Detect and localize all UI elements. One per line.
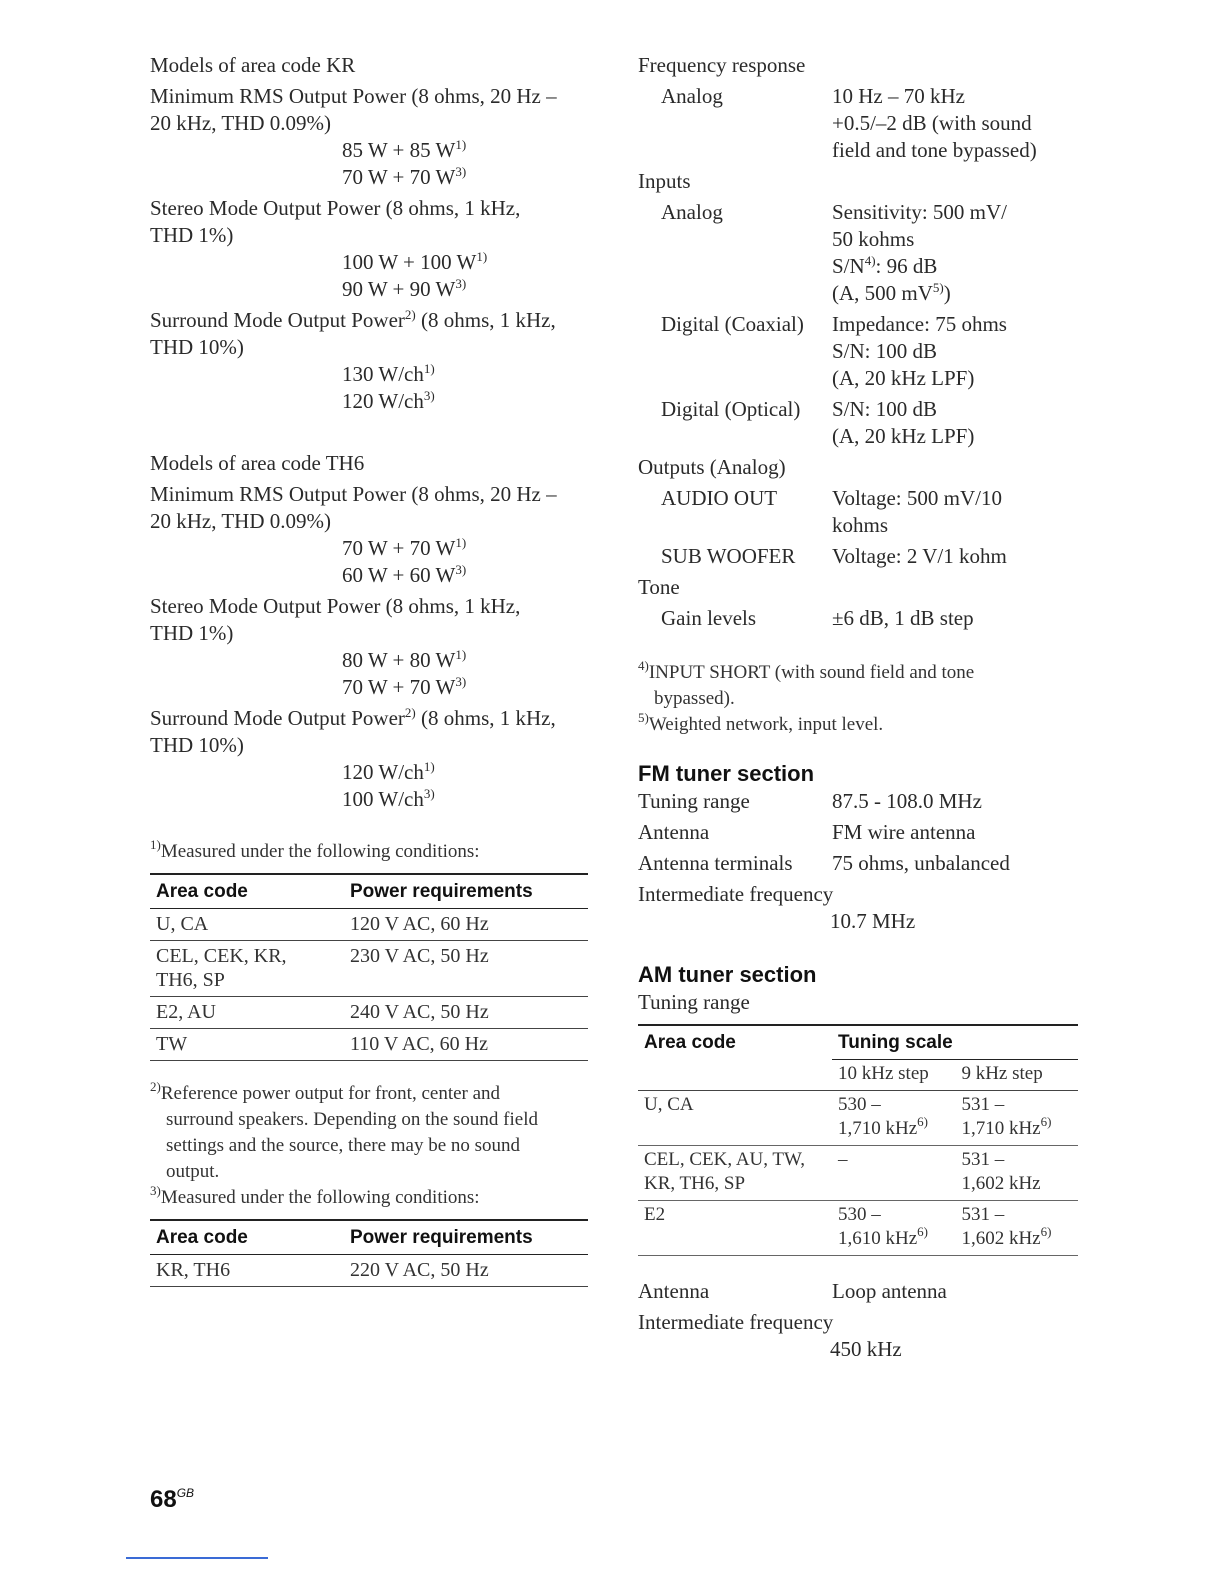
col-area-code: Area code [156,1227,248,1248]
table-row [150,909,588,941]
cell-area: U, CA [156,913,209,935]
footnote-1: $^{1)}$Measured under the following conditions: [150,837,480,862]
cell-10khz: 530 – 1,610 kHz$^{6)}$ [838,1204,928,1249]
cell-9khz: 531 – 1,602 kHz [961,1149,1041,1194]
spec-tone-gain: Gain levels ±6 dB, 1 dB step [661,606,974,630]
fm-if-value: 10.7 MHz [830,909,916,933]
th6-stereo-value-b: 70 W + 70 $W^{3)}$ [342,674,467,699]
fm-if-label: Intermediate frequency [638,882,834,906]
th6-surround-label-1: Surround Mode Output Power$^{2)}$ (8 ohms, 1 kHz, [150,705,556,730]
cell-9khz: 531 – 1,602 kHz$^{6)}$ [961,1204,1052,1249]
kr-stereo-label-2: THD 1%) [150,223,234,247]
kr-min-rms-label-1: Minimum RMS Output Power (8 ohms, 20 Hz – [150,84,557,108]
cell-area: E2, AU [156,1001,216,1023]
table-header-row [150,874,588,909]
page-number: $68^{GB}$ [150,1486,195,1513]
am-if-label: Intermediate frequency [638,1310,834,1334]
right-column [638,52,1078,1363]
table-header-row [638,1025,1078,1060]
spec-input-optical: Digital (Optical) S/N: 100 dB (A, 20 kHz LPF) [661,397,975,448]
spec-fm-antenna: Antenna FM wire antenna [638,820,976,844]
kr-surround-label-2: THD 10%) [150,335,244,359]
col-tuning-scale: Tuning scale [838,1032,953,1053]
spec-fm-terminals: Antenna terminals 75 ohms, unbalanced [638,851,1010,875]
th6-surround-value-b: 100 $W/ch^{3)}$ [342,786,435,811]
frequency-response-title: Frequency response [638,53,806,77]
footnote-2: $^{2)}$Reference power output for front, center and surround speakers. Depending on the sound field settings and the source, there may be no sound output. [150,1079,539,1182]
spec-input-coaxial: Digital (Coaxial) Impedance: 75 ohms S/N: 100 dB (A, 20 kHz LPF) [661,312,1007,390]
kr-min-rms-label-2: 20 kHz, THD 0.09%) [150,111,332,135]
cell-power: 110 V AC, 60 Hz [350,1033,488,1055]
am-tuner-heading: AM tuner section [638,962,817,987]
th6-stereo-label-2: THD 1%) [150,621,234,645]
cell-9khz: 531 – 1,710 kHz$^{6)}$ [961,1094,1052,1139]
kr-stereo-value-a: 100 W + 100 $W^{1)}$ [342,249,488,274]
th6-min-rms-value-a: 70 W + 70 $W^{1)}$ [342,535,467,560]
spec-output-subwoofer: SUB WOOFER Voltage: 2 V/1 kohm [661,544,1007,568]
table-row [150,997,588,1029]
cell-area: CEL, CEK, KR, TH6, SP [156,945,287,991]
th6-surround-value-a: 120 $W/ch^{1)}$ [342,759,435,784]
kr-surround-value-b: 120 $W/ch^{3)}$ [342,388,435,413]
footnote-4: $^{4)}$INPUT SHORT (with sound field and tone bypassed). [638,658,975,709]
power-table-2 [150,1219,588,1287]
cell-area: CEL, CEK, AU, TW, KR, TH6, SP [644,1149,805,1194]
power-table-1 [150,873,588,1061]
kr-title: Models of area code KR [150,53,356,77]
kr-min-rms-value-b: 70 W + 70 $W^{3)}$ [342,164,467,189]
cell-area: E2 [644,1204,666,1225]
table-row [638,1091,1078,1146]
spec-output-audio: AUDIO OUT Voltage: 500 mV/10 kohms [661,486,1002,537]
table-row [638,1146,1078,1201]
cell-area: KR, TH6 [156,1259,231,1281]
kr-min-rms-value-a: 85 W + 85 $W^{1)}$ [342,137,467,162]
cell-power: 220 V AC, 50 Hz [350,1259,489,1281]
table-row [638,1201,1078,1256]
table-row [150,1029,588,1061]
cell-power: 240 V AC, 50 Hz [350,1001,489,1023]
am-range-label: Tuning range [638,990,750,1014]
spec-fm-range: Tuning range 87.5 - 108.0 MHz [638,789,982,813]
spec-input-analog: Analog Sensitivity: 500 mV/ 50 kohms $S/N^{4)}$: 96 dB (A, 500 $mV^{5)}$) [661,200,1008,305]
cell-power: 230 V AC, 50 Hz [350,945,489,967]
kr-stereo-label-1: Stereo Mode Output Power (8 ohms, 1 kHz, [150,196,521,220]
table-row [150,1255,588,1287]
tone-title: Tone [638,575,680,599]
cell-area: U, CA [644,1094,694,1115]
spec-am-antenna: Antenna Loop antenna [638,1279,947,1303]
col-power-requirements: Power requirements [350,1227,533,1248]
spec-freq-analog: Analog 10 Hz – 70 kHz +0.5/–2 dB (with sound field and tone bypassed) [661,84,1037,162]
col-10khz-step: 10 kHz step [832,1060,955,1091]
cell-10khz: – [838,1149,848,1170]
outputs-title: Outputs (Analog) [638,455,786,479]
col-power-requirements: Power requirements [350,881,533,902]
cell-10khz: 530 – 1,710 kHz$^{6)}$ [838,1094,928,1139]
am-tuning-table [638,1024,1078,1256]
th6-title: Models of area code TH6 [150,451,365,475]
th6-stereo-value-a: 80 W + 80 $W^{1)}$ [342,647,467,672]
kr-surround-value-a: 130 $W/ch^{1)}$ [342,361,435,386]
table-subheader-row [638,1060,1078,1091]
footnote-3: $^{3)}$Measured under the following conditions: [150,1183,480,1208]
col-area-code: Area code [156,881,248,902]
fm-tuner-heading: FM tuner section [638,761,815,786]
table-header-row [150,1220,588,1255]
col-9khz-step: 9 kHz step [955,1060,1078,1091]
footnote-5: $^{5)}$Weighted network, input level. [638,710,884,735]
cell-area: TW [156,1033,188,1055]
left-column [150,52,588,1287]
footer-link-rule [126,1557,268,1559]
th6-min-rms-label-1: Minimum RMS Output Power (8 ohms, 20 Hz – [150,482,557,506]
kr-surround-label-1: Surround Mode Output Power$^{2)}$ (8 ohms, 1 kHz, [150,307,556,332]
th6-min-rms-label-2: 20 kHz, THD 0.09%) [150,509,332,533]
th6-stereo-label-1: Stereo Mode Output Power (8 ohms, 1 kHz, [150,594,521,618]
kr-stereo-value-b: 90 W + 90 $W^{3)}$ [342,276,467,301]
inputs-title: Inputs [638,169,691,193]
cell-power: 120 V AC, 60 Hz [350,913,489,935]
table-row [150,941,588,997]
th6-surround-label-2: THD 10%) [150,733,244,757]
th6-min-rms-value-b: 60 W + 60 $W^{3)}$ [342,562,467,587]
col-area-code: Area code [644,1032,736,1054]
am-if-value: 450 kHz [830,1337,902,1361]
